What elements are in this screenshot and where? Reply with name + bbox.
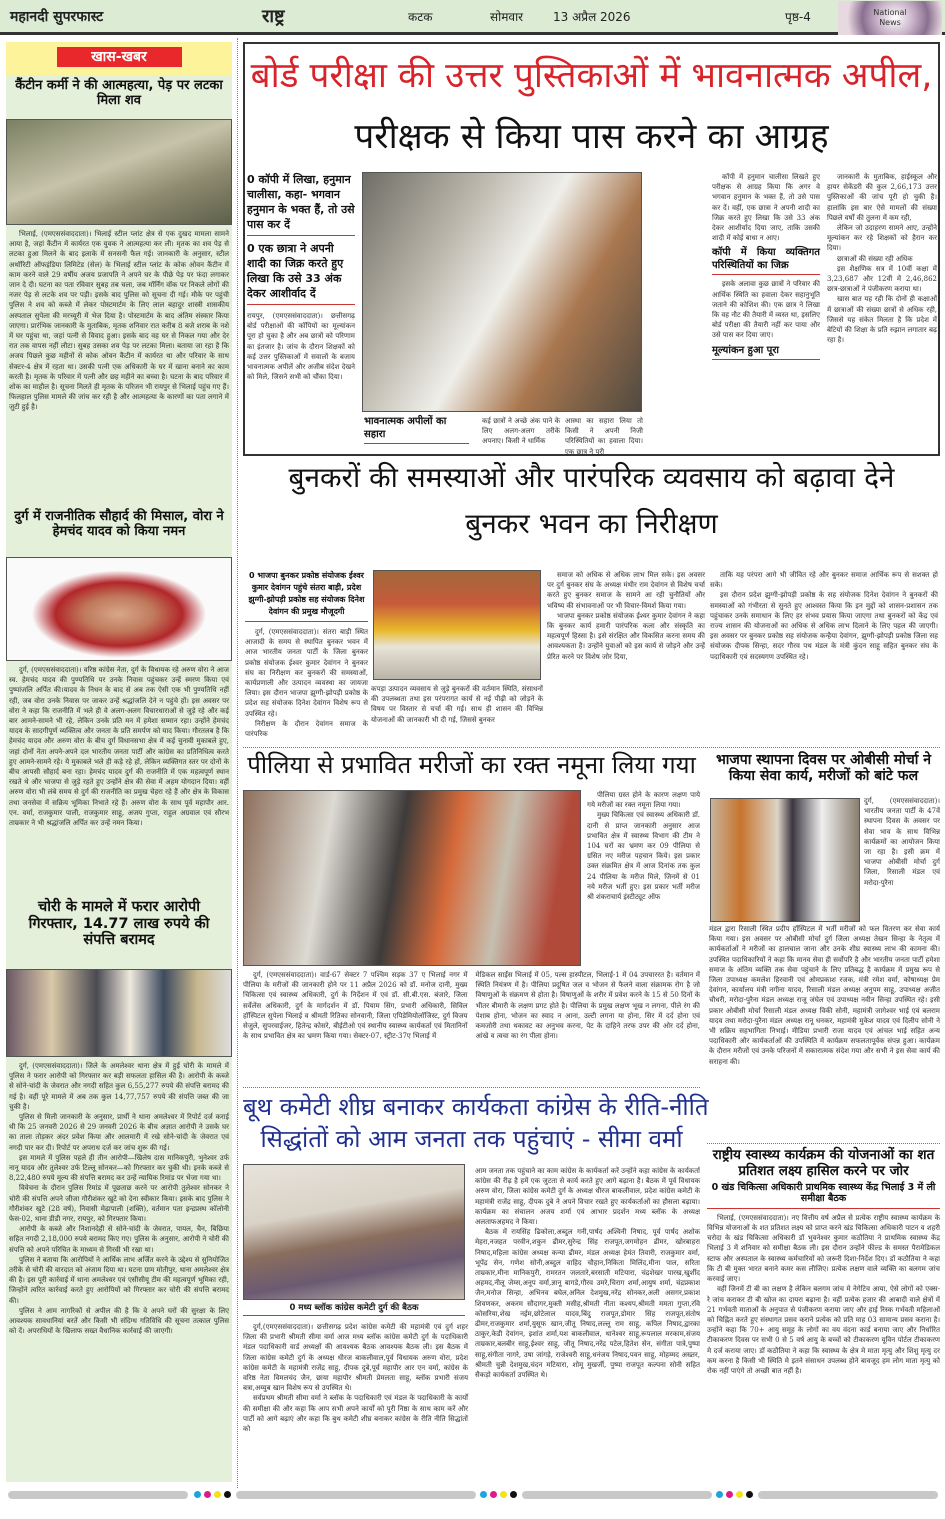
paragraph: दुर्ग, (एमएससंवाददाता)। वार्ड-67 सेक्टर 7 पश्चिम सड़क 37 ए भिलाई नगर में पीलिया के मरीजों की जानकारी होने पर 11 अप्रैल 2026 को डॉ. मनोज दानी, मुख्य चिकित्सा एवं स्वास्थ्य अधिकारी, दुर्ग के निर्देशन में एवं डॉ. सी.बी.एस. बंजारे, जिला सर्वेलेंस अधिकारी, दुर्ग के मार्गदर्शन में डॉ. पियाम सिंग, प्रभारी अधिकारी, सिविल हॉस्पिटल सुपेला भिलाई व श्रीमती रितिका सोनवानी, जिला एपिडेमियोलॉजिस्ट, दुर्ग विजय सेजुले, सुपरवाईजर, हितेन्द्र कोसरे, बीईटीओ एवं स्थानीय स्वास्थ्य कार्यकर्ता एवं मितानिनों के साथ प्रभावित क्षेत्र का भ्रमण किया गया। सेक्टर-07, स्ट्रीट-37ए भिलाई में [243,971,468,1041]
jaundice-story [243,752,700,1088]
weavers-story [243,462,940,748]
photo-loom [373,570,541,680]
registration-marks [194,1491,231,1498]
paragraph: आम जनता तक पहुंचाने का काम कांग्रेस के कार्यकर्ता करें उन्होंने कहा कांग्रेस के कार्यकर्ता कांग्रेस की रीढ़ है हमें एक जुटता से कार्य करते हुए आगे बढ़ाना है। बैठक में पूर्व विधायक अरुण वोरा, जिला कांग्रेस कमेटी दुर्ग के अध्यक्ष धीरज बाकलीवाल, प्रदेश कांग्रेस कमेटी के महामंत्री राजेंद्र साहू, दीपक दुबे ने अपने विचार रखते हुए कार्यकर्ताओं का हौसला बढ़ाया। कार्यक्रम का संचालन अजय शर्मा एवं आभार प्रदर्शन मध्य ब्लॉक के अध्यक्ष अलताफअहमद ने किया। [475,1167,700,1227]
paragraph: पुलिस ने आम नागरिकों से अपील की है कि वे अपने घरों की सुरक्षा के लिए आवश्यक सावधानियां बरतें और किसी भी संदिग्ध गतिविधि की सूचना तत्काल पुलिस को दें। अपराधियों के खिलाफ सख्त वैधानिक कार्रवाई की जाएगी। [9,1306,229,1336]
subhead-evaluation: मूल्यांकन हुआ पूरा [712,344,820,360]
paragraph: पुलिस ने बताया कि आरोपियों ने आर्थिक लाभ अर्जित करने के उद्देश्य से सुनियोजित तरीके से चोरी की वारदात को अंजाम दिया था। घटना ग्राम मोतीपुर, थाना अमलेश्वर क्षेत्र की है। इस पूरी कार्रवाई में थाना अमलेश्वर एवं एसीसीयू टीम की महत्वपूर्ण भूमिका रही, जिन्होंने त्वरित कार्रवाई करते हुए आरोपियों को गिरफ्तार कर चोरी की संपत्ति बरामद की। [9,1255,229,1305]
paragraph: दुर्ग, (एमएससंवाददाता)। संतरा बाड़ी स्थित आजादी के समय से स्थापित बुनकर भवन में आज भारतीय जनता पार्टी के जिला बुनकर प्रकोष्ठ संयोजक ईश्वर कुमार देवांगन ने बुनकर संघ का निरीक्षण कर बुनकरों की समस्याओं, कार्यप्रणाली और उत्पादन व्यवस्था का जायजा लिया। इस दौरान भाजपा झुग्गी-झोपड़ी प्रकोष्ठ के प्रदेश सह संयोजक दिनेश देवांगन विशेष रूप से उपस्थित रहे। [245,628,368,718]
lead-headline-line2: परीक्षक से किया पास करने का आग्रह [354,117,829,157]
paragraph: भाजपा बुनकर प्रकोष्ठ संयोजक ईश्वर कुमार देवांगन ने कहा कि बुनकर कार्य हमारी पारंपरिक कला और संस्कृति का महत्वपूर्ण हिस्सा है। इसे संरक्षित और विकसित करना समय की आवश्यकता है। उन्होंने युवाओं को इस कार्य से जोड़ने और उन्हें प्रेरित करने पर विशेष जोर दिया, [547,611,705,661]
paragraph: पीलिया ग्रस्त होने के कारण लक्षण पाये गये मरीजों का रक्त नमूना लिया गया। [587,791,700,810]
photo-congress-meeting [243,1164,465,1300]
logo-text: News [879,18,901,27]
obc-side: दुर्ग, (एमएससंवाददाता)। भारतीय जनता पार्टी के 47वें स्थापना दिवस के अवसर पर सेवा भाव के साथ विभिन्न कार्यक्रमों का आयोजन किया जा रहा है। इसी क्रम में भाजपा ओबीसी मोर्चा दुर्ग जिला, रिसाली मंडल एवं मरोदा-पुरैना [864,797,940,887]
health-headline: राष्ट्रीय स्वास्थ्य कार्यक्रम की योजनाओं का शत प्रतिशत लक्ष्य हासिल करने पर जोर [712,1147,935,1179]
booth-bottom [243,1322,468,1434]
booth-story [243,1093,709,1486]
registration-marks [480,1491,517,1498]
weavers-col4 [710,570,938,662]
page-number: पृष्ठ-4 [785,10,811,24]
left-column [6,42,232,1482]
paragraph: दुर्ग, (एमएससंवाददाता)। वरिष्ठ कांग्रेस नेता, दुर्ग के विधायक रहे अरुण वोरा ने आज स्व. हेमचंद यादव की पुण्यतिथि पर उनके निवास पहुंचकर उन्हें स्मरण किया एवं पुष्पांजलि अर्पित की।यादव के निधन के बाद से अब तक ऐसी एक भी पुण्यतिथि नहीं रही, जब वोरा उनके निवास पर जाकर उन्हें श्रद्धांजलि देने न पहुंचे हों। इस अवसर पर वोरा ने कहा कि राजनीति में भले ही वे अलग-अलग विचारधाराओं से जुड़े रहे और कई बार आमने-सामने भी रहे, लेकिन उनके प्रति मन में हमेशा सम्मान रहा। उन्होंने हेमचंद यादव के सादगीपूर्ण व्यक्तित्व और जनता के प्रति समर्पण को याद किया। गौरतलब है कि हेमचंद यादव और अरुण वोरा के बीच दुर्ग विधानसभा क्षेत्र में कई चुनावी मुकाबले हुए, जहां दोनों नेता अपने-अपने दल भारतीय जनता पार्टी और कांग्रेस का प्रतिनिधित्व करते हुए आमने-सामने रहे। ये मुकाबले भले ही कड़े रहे हों, लेकिन व्यक्तिगत स्तर पर दोनों के बीच आपसी सौहार्द बना रहा। हेमचंद यादव दुर्ग की राजनीति में एक महत्वपूर्ण स्थान रखते थे और भाजपा से जुड़े रहते हुए उन्होंने क्षेत्र की सेवा में अहम योगदान दिया। वहीं अरुण वोरा भी लंबे समय से दुर्ग की राजनीति का प्रमुख चेहरा रहे हैं और क्षेत्र के विकास तथा जनसेवा में सक्रिय भूमिका निभाते रहे हैं। अरुण वोरा के साथ पूर्व महापौर आर. एन. वर्मा, राजकुमार पाली, राजकुमार साहू, अजय गुप्ता, राहुल अग्रवाल एवं सौरभ ताम्रकार ने भी श्रद्धांजलि अर्पित कर उन्हें नमन किया। [9,666,229,828]
highlight-point: 0 भाजपा बुनकर प्रकोष्ठ संयोजक ईश्वर कुमार देवांगन पहुंचे संतरा बाड़ी, प्रदेश झुग्गी-झोपड़ी प्रकोष्ठ सह संयोजक दिनेश देवांगन की प्रमुख मौजूदगी [245,570,368,622]
khas-khabar-banner [6,42,232,75]
booth-headline-line1: बूथ कमेटी शीघ्र बनाकर कार्यकता कांग्रेस के रीति-नीति [243,1093,709,1121]
jaundice-headline: पीलिया से प्रभावित मरीजों का रक्त नमूना लिया गया [247,751,696,779]
date: 13 अप्रैल 2026 [553,10,631,24]
paragraph: बैठक में रायसिंह ढिकोला,अब्दुल गनी,पार्षद अश्विनी निषाद, पूर्व पार्षद अशोक मेहरा,नजहत परवीन,शकुन ढीमर,सुरेन्द्र सिंह राजपूत,जगमोहन ढीमर, खोरबाहरा निषाद,महिला कांग्रेस अध्यक्ष कन्या ढीमर, मंडल अध्यक्ष हेमंत तिवारी, राजकुमार वर्मा, भूपेंद्र सेन, गणेश सोनी,अब्दुल वाहिद चौहान,निकिता मिलिंद,मीना पाल, सरिता ताम्रकार,मीना मानिकपुरी, रामरतन जलतारे,बरसाती मटियारा, चंद्रशेखर पारख,खुर्शीद अहमद,नीलू जेम्स,अनूप वर्मा,ज्ञानू बागडे,गौरव उमरे,चिराग शर्मा,आयुष शर्मा, चंद्रप्रकाश जैन,मनोज सिन्हा, अभिनव बघेल,अनिल देशमुख,नरेंद्र सोनकर,अली असगर,प्रकाश शिवणकर, अकरम सौदागर,मुक्ती मसीह,श्रीमती नीता कश्यप,श्रीमती ममता गुप्ता,रवि कोसरिया,शेख नईम,छोटेलाल यादव,बिंदु राजपूत,डोमार सिंह राजपूत,संतोष ढीमर,राजकुमार शर्मा,युसूफ खान,जीतू निषाद,लल्लू राम साहू, कपिल निषाद,द्वारका ठाकुर,केडी देवांगन, इशांत शर्मा,यश बाकलीवाल, थानेश्वर साहू,रूपलाल मरकाम,संजय ताम्रकार,बलबीर साहू,ईश्वर साहू, जीतू निषाद,नरेंद्र पटेल,हितेश सेन, संगीता पात्रे,पुष्पा साहू,संगीता नागरे, उषा जांगड़े, राजेश्वरी साहू,धनंजय निषाद,पवन साहू, मोहम्मद अख्तर, श्रीमती चुन्नी देशमुख,चंदन मटियारा, शोमू मुखर्जी, पुष्पा राजपूत कल्पना सोनी सहित सैकड़ो कार्यकर्ता उपस्थित थे। [475,1228,700,1380]
highlight-point: 0 एक छात्रा ने अपनी शादी का जिक्र करते हुए लिखा कि उसे 33 अंक देकर आशीर्वाद दें [247,241,355,305]
photo-evaluation [362,172,642,412]
paragraph: इसके अलावा कुछ छात्रों ने परिवार की आर्थिक स्थिति का हवाला देकर सहानुभूति जताने की कोशिश की। एक छात्र ने लिखा कि वह नौट की तैयारी में व्यस्त था, इसलिए बोर्ड परीक्षा की तैयारी नहीं कर पाया और उसे पास कर दिया जाए। [712,280,821,340]
weavers-col3 [547,570,705,662]
weavers-col2: कपड़ा उत्पादन व्यवसाय से जुड़े बुनकरों की वर्तमान स्थिति, संसाधनों की उपलब्धता तथा इस परंपरागत कार्य से नई पीढ़ी को जोड़ने के विषय पर विस्तार से चर्चा की गई। साथ ही शासन की विभिन्न योजनाओं की जानकारी भी दी गई, जिससे बुनकर [371,685,543,724]
booth-right [475,1166,700,1380]
photo-tree [6,119,232,225]
paragraph: जानकारी के मुताबिक, हाईस्कूल और हायर सेकेंडरी की कुल 2,66,173 उत्तर पुस्तिकाओं की जांच पूरी हो चुकी है। हालांकि इस बार ऐसे मामलों की संख्या पिछले वर्षों की तुलना में कम रही, [827,173,937,222]
article-canteen [6,225,232,507]
lead-story [243,42,940,456]
paragraph: ताकि यह परंपरा आगे भी जीवित रहे और बुनकर समाज आर्थिक रूप से सशक्त हो सके। [710,571,938,590]
paragraph: भिलाई, (एमएससंवाददाता)। नए वित्तीय वर्ष अप्रैल से प्रत्येक राष्ट्रीय स्वास्थ्य कार्यक्रम के विभिन्न योजनाओं के शत प्रतिशत लक्ष्य को प्राप्त करने खंड चिकित्सा अधिकारी पाटन व शहरी चरोदा के खंड चिकित्सा अधिकारी डॉ भुवनेश्वर कुमार कठौतिया ने प्राथमिक स्वास्थ्य केंद्र भिलाई 3 में शनिवार को समीक्षा बैठक ली। इस दौरान उन्होंने फील्ड के समस्त पैरामेडिकल स्टाफ और अस्पताल के स्वास्थ्य कर्मचारियों को जरूरी दिशा-निर्देश दिए। डॉ कठौतिया ने कहा कि टी बी मुक्त भारत बनाने कमर कस लीजिए। प्रत्येक लक्षण वाले व्यक्ति का बलगम जांच करवाई जाए। [707,1213,940,1284]
headline-vora: दुर्ग में राजनीतिक सौहार्द की मिसाल, वोरा ने हेमचंद यादव को किया नमन [14,509,224,539]
paragraph: इस शैक्षणिक सत्र में 10वीं कक्षा में 3,23,687 और 12वीं में 2,46,862 छात्र-छात्राओं ने पंजीकरण कराया था। [827,264,937,294]
logo-text: National [873,8,907,17]
weavers-col1 [245,570,368,739]
health-subhead: 0 खंड चिकित्सा अधिकारी प्राथमिक स्वास्थ्य केंद्र भिलाई 3 में ली समीक्षा बैठक [707,1183,940,1209]
subhead-personal: कॉपी में किया व्यक्तिगत परिस्थितियों का जिक्र [712,246,820,275]
jaundice-side [587,790,700,902]
paragraph: विवेचना के दौरान पुलिस रिमांड में पूछताछ करने पर आरोपी तुलेश्वर सोनकर ने चोरी की संपत्ति अपने जीजा गौरीशंकर खुटे को देना स्वीकार किया। इसके बाद पुलिस ने गौरीशंकर खुटे (28 वर्ष), निवासी मेढ़ापाली (शक्ति), वर्तमान पता इन्द्रप्रस्थ कॉलोनी फेस-02, थाना डीडी नगर, रायपुर, को गिरफ्तार किया। [9,1184,229,1224]
lead-col-e [827,172,937,345]
obc-story [707,752,940,1144]
headline-canteen: कैंटीन कर्मी ने की आत्महत्या, पेड़ पर लटका मिला शव [15,78,223,108]
lead-intro: रायपुर, (एमएससंवाददाता)। छत्तीसगढ़ बोर्ड परीक्षाओं की कॉपियों का मूल्यांकन पूरा हो चुका है और अब छात्रों को परिणाम का इंतजार है। जांच के दौरान शिक्षकों को कई उत्तर पुस्तिकाओं में सवालों के बजाय भावनात्मक अपीलें और अजीब संदेश देखने को मिले, जिसने सभी को चौंका दिया। [247,312,355,382]
article-theft [6,1057,232,1336]
subhead-emotional-appeals: भावनात्मक अपीलों का सहारा [364,415,469,444]
day: सोमवार [490,10,524,24]
lead-col-a: कई छात्रों ने अच्छे अंक पाने के लिए अलग-अलग तरीके अपनाए। किसी ने धार्मिक [482,417,560,446]
registration-marks [716,1491,753,1498]
masthead [0,0,945,35]
paragraph: सर्वप्रथम श्रीमती सीमा वर्मा ने ब्लॉक के पदाधिकारी एवं मंडल के पदाधिकारी के कार्यों की समीक्षा की और कहा कि आप सभी अपने कार्यों को पूरी निष्ठा के साथ काम करें और पार्टी को आगे बढ़ाएं और कहा कि बुथ कमेटी शीघ्र बनाकर कांग्रेस के रीति नीति सिद्धांतों को [243,1394,468,1434]
photo-fruit-distribution [710,798,860,922]
headline-theft: चोरी के मामले में फरार आरोपी गिरफ्तार, 14.77 लाख रुपये की संपत्ति बरामद [28,899,210,949]
footer-rule [8,1491,188,1499]
paragraph: दुर्ग,(एमएससंवाददाता)। छत्तीसगढ़ प्रदेश कांग्रेस कमेटी की महामंत्री एवं दुर्ग शहर जिला की प्रभारी श्रीमती सीमा वर्मा आज मध्य ब्लॉक कांग्रेस कमेटी दुर्ग के पदाधिकारी मंडल पदाधिकारी वार्ड अध्यक्षों की आवश्यक बैठक आवश्यक बैठक ली। इस बैठक में जिला कांग्रेस कमेटी दुर्ग के अध्यक्ष धीरज बाकलीवाल,पूर्व विधायक अरुण वोरा, प्रदेश कांग्रेस कमेटी के महामंत्री राजेंद्र साहू, दीपक दुबे,पूर्व महापौर आर एन वर्मा, कांग्रेस के वरिष्ठ नेता विमलचंद जैन, छाया महापौर श्रीमती प्रेमलता साहू, ब्लॉक प्रभारी संजय बत्रा,अय्युब खान विशेष रूप से उपस्थित थे। [243,1323,468,1393]
photo-accused [6,969,232,1057]
photo-caption: 0 मध्य ब्लॉक कांग्रेस कमेटी दुर्ग की बैठक [243,1302,465,1316]
lead-col-c [712,172,820,364]
khas-khabar-label: खास-खबर [57,47,182,67]
booth-headline-line2: सिद्धांतों को आम जनता तक पहुंचाएं - सीमा वर्मा [260,1124,683,1153]
city: कटक [408,10,433,24]
health-body [707,1213,940,1376]
jaundice-bottom [243,970,700,1041]
paragraph: समाज को अधिक से अधिक लाभ मिल सके। इस अवसर पर दुर्ग बुनकर संघ के अध्यक्ष मंथीर राम देवांगन से विशेष चर्चा करते हुए बुनकर समाज के सामने आ रही चुनौतियों और भविष्य की संभावनाओं पर भी विचार-विमर्श किया गया। [547,571,705,610]
lead-col-b: आस्था का सहारा लिया तो किसी ने अपनी निजी परिस्थितियों का हवाला दिया। एक छात्र ने पूरी [565,417,643,456]
paragraph: निरीक्षण के दौरान देवांगन समाज के पारंपरिक [245,719,368,739]
footer-rule [758,1491,938,1499]
paragraph: खास बात यह रही कि दोनों ही कक्षाओं में छात्राओं की संख्या छात्रों से अधिक रही, जिससे यह संकेत मिलता है कि प्रदेश में बेटियों की शिक्षा के प्रति रुझान लगातार बढ़ रहा है। [827,295,937,345]
paragraph: भिलाई, (एमएससंवाददाता)। भिलाई स्टील प्लांट क्षेत्र से एक दुखद मामला सामने आया है, जहां कैंटीन में कार्यरत एक युवक ने आत्महत्या कर ली। मृतक का शव पेड़ से लटका हुआ मिलने के बाद इलाके में सनसनी फैल गई। जानकारी के अनुसार, स्टील अथॉरिटी ऑफइंडिया लिमिटेड (सेल) के भिलाई स्टील प्लांट के कोक ओवन कैंटीन में काम करने वाले 29 वर्षीय अजय प्रजापति ने अपने घर के पीछे पेड़ पर फंदा लगाकर जान दे दी। घटना का पता रविवार सुबह तब चला, जब मॉर्निंग वॉक पर निकले लोगों की नजर पेड़ से लटके शव पर पड़ी। इसके बाद पुलिस को सूचना दी गई। मौके पर पहुंची पुलिस ने शव को कब्जे में लेकर पोस्टमार्टम के लिए लाल बहादुर शास्त्री शासकीय अस्पताल सुपेला की मरच्यूरी में भेज दिया है। पोस्टमार्टम के बाद अंतिम संस्कार किया जाएगा। प्रारंभिक जानकारी के मुताबिक, मृतक शनिवार रात करीब 8 बजे शराब के नशे में घर पहुंचा था, जहां पत्नी से विवाद हुआ। इसके बाद वह घर से निकल गया और देर रात तक वापस नहीं लौटा। सुबह उसका शव पेड़ पर लटका मिला। बताया जा रहा है कि अजय पिछले कुछ महीनों से कोक ओवन कैंटीन में कार्यरत था और परिवार के साथ सेक्टर-4 क्षेत्र में रहता था। उसकी पत्नी एक अधिकारी के घर में खाना बनाने का काम करती है। मृतक के परिवार में पत्नी और छह महीने का बच्चा है। घटना के बाद परिवार में शोक का माहौल है। सूचना मिलते ही मृतक के परिजन भी रायपुर से भिलाई पहुंच गए हैं। फिलहाल पुलिस मामले की जांच कर रही है और आत्महत्या के कारणों का पता लगाने में जुटी हुई है। [9,230,229,412]
paper-name: महानदी सुपरफास्ट [10,9,104,25]
column-divider [237,38,238,1488]
obc-headline: भाजपा स्थापना दिवस पर ओबीसी मोर्चा ने किया सेवा कार्य, मरीजों को बांटे फल [715,752,932,785]
paragraph: मेडिकल साईंस भिलाई में 05, पल्स हास्पीटल, भिलाई-1 में 04 उपचाररत है। वर्तमान में स्थिति नियंत्रण में है। पीलिया प्रदूषित जल व भोजन से फैलने वाला संक्रामक रोग है जो विषाणुओं के संक्रमण से होता है। विषाणुओं के शरीर में प्रवेश करने के 15 से 50 दिनों के भीतर बीमारी के लक्षण प्रगट होते है। पीलिया के प्रमुख लक्षण भूख न लगना, पीले रंग की पेशाब होना, भोजन का स्वाद न आना, उल्टी लगना या होना, सिर में दर्द होना एवं कमजोरी तथा थकावट का अनुभव करना, पेट के दाहिने तरफ उपर की ओर दर्द होना, आंखे व त्वचा का रंग पीला होना। [475,971,700,1041]
paragraph: आरोपी के कब्जे और निशानदेही से सोने-चांदी के जेवरात, पायल, चैन, बिछिया सहित नगदी 2,18,000 रुपये बरामद किए गए। पुलिस के अनुसार, आरोपी ने चोरी की संपत्ति को अपने परिचित के माध्यम से गिरवी भी रखा था। [9,1225,229,1254]
national-news-logo [838,1,942,35]
footer-bar [8,1490,938,1500]
paragraph: वहीं जिनमें टी बी का लक्षण है लेकिन बलगम जांच मे नेगेटिव आया, ऐसे लोगों को एक्स-रे जांच कराकर टी बी खोज का दायरा बढ़ाना है। वहीं प्रत्येक हजार की आबादी वाले क्षेत्रों में 21 गर्भवती माताओं के अनुपात से पंजीकरण कराया जाए और हाई रिस्क गर्भवती महिलाओं को चिह्नित करते हुए संस्थागत प्रसव कराने प्रत्येक को प्रति माह 03 सामान्य प्रसव कराना है। उन्होंने कहा कि 70+ आयु समूह के लोगों का वय वंदना कार्ड बनाया जाए और निर्धारित टीकाकरण दिवस पर सभी 0 से 5 वर्ष आयु के बच्चों को टीकाकरण यूविन पोर्टल टीकाकरण मे दर्ज कराया जाए। डॉ कठौतिया ने कहा कि स्वास्थ्य के क्षेत्र मे माता मृत्यु और शिशु मृत्यु दर कम करना है किसी भी स्थिति मे इतने संसाधन उपलब्ध होने बावजूद हम लोग माता मृत्यु को रोक नहीं पाएंगे तो अच्छी बात नहीं है। [707,1285,940,1375]
weavers-headline-line2: बुनकर भवन का निरीक्षण [465,507,718,541]
paragraph: दुर्ग, (एमएससंवाददाता)। जिले के अमलेश्वर थाना क्षेत्र में हुई चोरी के मामले में पुलिस ने फरार आरोपी को गिरफ्तार कर बड़ी सफलता हासिल की है। आरोपी के कब्जे से सोने-चांदी के जेवरात और नगदी सहित कुल 6,55,277 रुपये की संपत्ति बरामद की गई है। वहीं पूरे मामले में अब तक कुल 14,77,757 रुपये की संपत्ति जब्त की जा चुकी है। [9,1062,229,1111]
paragraph: लेकिन जो उदाहरण सामने आए, उन्होंने मूल्यांकन कर रहे शिक्षकों को हैरान कर दिया। [827,224,937,253]
paragraph: इस दौरान प्रदेश झुग्गी-झोपड़ी प्रकोष्ठ के सह संयोजक दिनेश देवांगन ने बुनकरों की समस्याओं को गंभीरता से सुनते हुए आश्वस्त किया कि इन मुद्दों को शासन-प्रशासन तक पहुंचाकर उनके समाधान के लिए हर संभव प्रयास किया जाएगा तथा बुनकरों को केंद्र एवं राज्य शासन की योजनाओं का अधिक से अधिक लाभ दिलाने के लिए पहल की जाएगी। इस अवसर पर बुनकर प्रकोष्ठ सह संयोजक कन्हैया देवांगन, झुग्गी-झोपड़ी प्रकोष्ठ जिला सह संयोजक दीपक सिन्हा, सदर गौरव पथ मंडल के मंत्री कुंदन साहू सहित बुनकर संघ के पदाधिकारी एवं सदस्यगण उपस्थित रहे। [710,591,938,661]
obc-body: मंडल द्वारा रिसाली स्थित प्रदीप हॉस्पिटल में भर्ती मरीजों को फल वितरण कर सेवा कार्य किया गया। इस अवसर पर ओबीसी मोर्चा दुर्ग जिला अध्यक्ष तेखन सिन्हा के नेतृत्व में कार्यकर्ताओं ने मरीजों का हालचाल जाना और उनके शीघ्र स्वास्थ्य लाभ की कामना की। उपस्थित पदाधिकारियों ने कहा कि मानव सेवा ही सर्वोपरि है और भारतीय जनता पार्टी हमेशा समाज के अंतिम व्यक्ति तक सेवा पहुंचाने के लिए प्रतिबद्ध है कार्यक्रम में प्रमुख रूप से जिला उपाध्यक्ष कमलेश हिरवानी एवं ओमप्रकाश रजक, मंत्री रमेश वर्मा, कोषाध्यक्ष प्रेम देवांगन, कार्यालय मंत्री नगीना यादव, रिसाली मंडल अध्यक्ष अनुपम साहू, उपाध्यक्ष अजीत चौधरी, मरोदा-पुरैना मंडल अध्यक्ष राजू जंघेल एवं उपाध्यक्ष नवीन सिन्हा उपस्थित रहे। इसी प्रकार ओबीसी मोर्चा रिसाली मंडल अध्यक्ष विकी सोनी, महामंत्री जागेश्वर भाई एवं बलराम यादव तथा मरोदा-पुरैना मंडल अध्यक्ष रानू धनकर, महामंत्री मुकेश यादव एवं दिलीप सोनी ने भी सक्रिय सहभागिता निभाई। मीडिया प्रभारी राजा यादव एवं आंचल भाई सहित अन्य पदाधिकारी और कार्यकर्ताओं की उपस्थिति में कार्यक्रम सफलतापूर्वक संपन्न हुआ। कार्यक्रम के दौरान मरीजों एवं उनके परिजनों में सकारात्मक संदेश गया और सभी ने इस सेवा कार्य की सराहना की। [709,925,940,1066]
footer-rule [522,1491,712,1499]
section-name: राष्ट्र [262,6,285,27]
paragraph: कॉपी में हनुमान चालीसा लिखते हुए परीक्षक से आग्रह किया कि अगर वे भगवान हनुमान के भक्त हैं, तो उसे पास कर दें। वहीं, एक छात्रा ने अपनी शादी का जिक्र करते हुए लिखा कि उसे 33 अंक देकर आशीर्वाद दिया जाए, ताकि उसकी शादी में कोई बाधा न आए। [712,173,820,243]
photo-blood-sample [243,790,581,966]
paragraph: मुख्य चिकित्सा एवं स्वास्थ्य अधिकारी डॉ. दानी से प्राप्त जानकारी अनुसार आज प्रभावित क्षेत्र में स्वास्थ्य विभाग की टीम ने 104 घरों का भ्रमण कर 09 पीलिया से ग्रसित नए मरीज पहचान किये। इस प्रकार उक्त संक्रमित क्षेत्र में आज दिनांक तक कुल 24 पीलिया के मरीज मिले, जिनमें से 01 नये मरीज भर्ती हुए। इस प्रकार भर्ती मरीज श्री शंकराचार्य इंस्टीट्यूट ऑफ [587,811,700,902]
paragraph: पुलिस से मिली जानकारी के अनुसार, प्रार्थी ने थाना अमलेश्वर में रिपोर्ट दर्ज कराई थी कि 25 जनवरी 2026 से 29 जनवरी 2026 के बीच अज्ञात आरोपी ने उसके घर का ताला तोड़कर अंदर प्रवेश किया और आलमारी में रखे सोने-चांदी के जेवरात एवं नगदी पार कर दी। रिपोर्ट पर अपराध दर्ज कर जांच शुरू की गई। [9,1113,229,1152]
article-vora [6,661,232,897]
weavers-headline-line1: बुनकरों की समस्याओं और पारंपरिक व्यवसाय को बढ़ावा देने [288,461,895,494]
paragraph: इस मामले में पुलिस पहले ही तीन आरोपी—खिलेष दास मानिकपुरी, भुनेश्वर उर्फ नानू यादव और तुलेश्वर उर्फ टिल्लू सोनकर—को गिरफ्तार कर चुकी थी। इनके कब्जे से 8,22,480 रुपये मूल्य की संपत्ति बरामद कर उन्हें न्यायिक रिमांड पर भेजा गया था। [9,1153,229,1183]
paragraph: छात्राओं की संख्या रही अधिक [837,254,913,263]
lead-headline-line1: बोर्ड परीक्षा की उत्तर पुस्तिकाओं में भावनात्मक अपील, [250,56,933,96]
footer-rule [236,1491,476,1499]
lead-sidebar [247,172,355,382]
highlight-point: 0 कॉपी में लिखा, हनुमान चालीसा, कहा- भगवान हनुमान के भक्त हैं, तो उसे पास कर दें [247,172,355,236]
health-story [707,1148,940,1486]
photo-hemchand-yadav [6,557,232,661]
